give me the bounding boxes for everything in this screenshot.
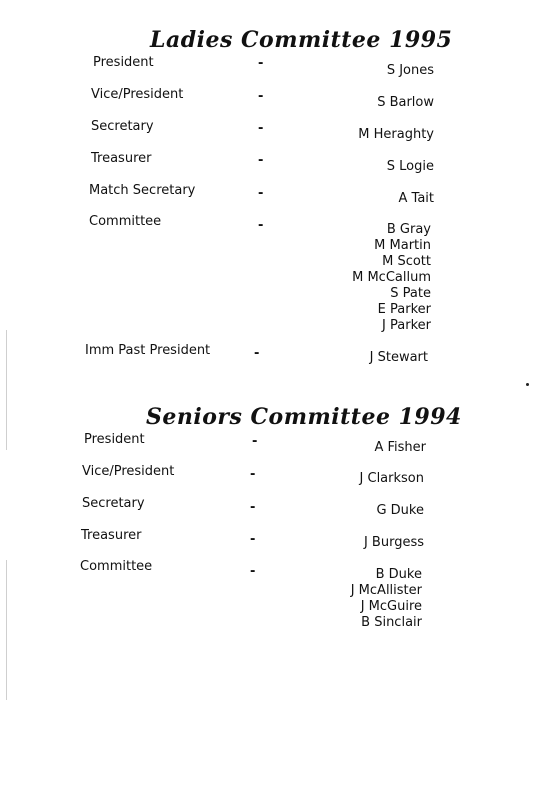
ladies-role-match-secretary: Match Secretary: [89, 183, 196, 198]
committee-member-name: A Fisher: [374, 440, 426, 455]
seniors-names-vice-president: [360, 471, 424, 487]
committee-member-name: J Stewart: [369, 350, 428, 365]
ladies-role-treasurer: Treasurer: [91, 151, 152, 166]
scan-speck: [526, 383, 529, 386]
seniors-dash-president: -: [252, 434, 258, 449]
ladies-names-match-secretary: [399, 191, 435, 207]
ladies-names-vice-president: [377, 95, 434, 111]
ladies-dash-committee: -: [258, 218, 264, 233]
seniors-role-committee: Committee: [80, 559, 153, 574]
seniors-names-secretary: [376, 503, 424, 519]
committee-member-name: J Clarkson: [359, 471, 424, 486]
committee-member-name: S Barlow: [377, 95, 434, 110]
committee-member-name: J McAllister: [350, 583, 422, 598]
seniors-role-president: President: [84, 432, 145, 447]
ladies-dash-imm-past-president: -: [254, 346, 260, 361]
ladies-committee-title: Ladies Committee 1995: [150, 27, 453, 53]
ladies-dash-vice-president: -: [258, 89, 264, 104]
committee-member-name: E Parker: [377, 302, 431, 317]
committee-member-name: J McGuire: [360, 599, 422, 614]
committee-member-name: M Heraghty: [358, 127, 434, 142]
ladies-names-president: [387, 63, 434, 79]
committee-member-name: M McCallum: [352, 270, 431, 285]
committee-member-name: M Martin: [374, 238, 431, 253]
seniors-names-president: [374, 440, 426, 456]
ladies-role-secretary: Secretary: [91, 119, 154, 134]
ladies-role-imm-past-president: Imm Past President: [85, 343, 211, 358]
ladies-dash-match-secretary: -: [258, 186, 264, 201]
scan-edge-mark: [6, 560, 7, 700]
committee-member-name: B Duke: [375, 567, 422, 582]
ladies-names-secretary: [358, 127, 434, 143]
committee-member-name: M Scott: [382, 254, 431, 269]
committee-member-name: J Parker: [382, 318, 431, 333]
committee-member-name: B Sinclair: [361, 615, 422, 630]
ladies-names-treasurer: [387, 159, 434, 175]
ladies-names-imm-past-president: [370, 350, 428, 366]
ladies-dash-president: -: [258, 56, 264, 71]
ladies-role-vice-president: Vice/President: [91, 87, 184, 102]
committee-member-name: J Burgess: [363, 535, 424, 550]
committee-member-name: S Jones: [386, 63, 434, 78]
seniors-names-committee: [351, 567, 422, 631]
seniors-dash-secretary: -: [250, 500, 256, 515]
seniors-dash-vice-president: -: [250, 467, 256, 482]
ladies-names-committee: [352, 222, 431, 334]
seniors-names-treasurer: [364, 535, 424, 551]
committee-member-name: G Duke: [376, 503, 424, 518]
seniors-role-secretary: Secretary: [82, 496, 145, 511]
committee-member-name: B Gray: [386, 222, 431, 237]
committee-member-name: S Pate: [390, 286, 431, 301]
scan-edge-mark: [6, 330, 7, 450]
seniors-role-treasurer: Treasurer: [81, 528, 142, 543]
ladies-role-president: President: [93, 55, 154, 70]
committee-member-name: A Tait: [398, 191, 434, 206]
seniors-role-vice-president: Vice/President: [82, 464, 175, 479]
seniors-dash-treasurer: -: [250, 532, 256, 547]
seniors-committee-title: Seniors Committee 1994: [146, 404, 462, 430]
ladies-role-committee: Committee: [89, 214, 162, 229]
seniors-dash-committee: -: [250, 564, 256, 579]
committee-member-name: S Logie: [386, 159, 434, 174]
ladies-dash-treasurer: -: [258, 153, 264, 168]
ladies-dash-secretary: -: [258, 121, 264, 136]
